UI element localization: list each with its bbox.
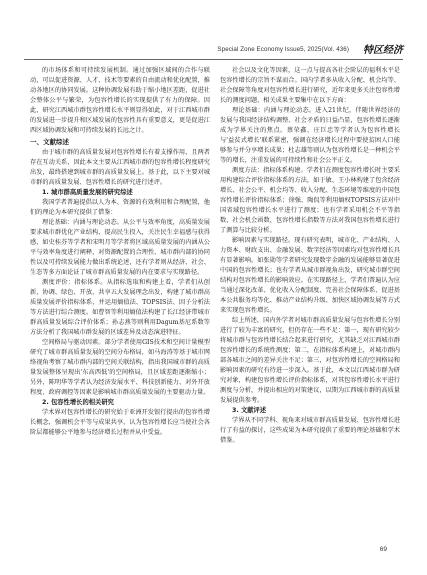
section-heading: 一、文献综述 bbox=[30, 138, 69, 146]
body-paragraph: 学界从不同学科、视角来对城市群高质量发展、包容性增长进行了有益的探讨，这些成果为本研究提供了重要的理论基础和学术借鉴。 bbox=[220, 417, 400, 444]
body-paragraph: 的市场体系和可持续发展机制。通过加强区域间的合作与联动，可以促进资源、人才、技术等要素的自由流动和优化配置，推动各地区的协同发展。这种协调发展有助于缩小地区差距，促进社会整体公平与繁荣，为包容性增长的实现提供了有力的保障。因此，研究江西城市群包容性增长水平则显得如此，对于江西城市群的发展进一步提升和区域发展的包容性具有重要意义，更是促进江西区域协调发展和可持续发展的长远之计。 bbox=[30, 67, 210, 134]
body-paragraph: 由于城市群的高质量发展对包容性增长有着支撑作用，且两者存在互动关系，因此本文主要从江西城市群的包容性增长程度研究出发，最终搭建到城市群的高质量发展上。基于此，以下主要对城市群的高质量发展、包容性增长的研究进行述评。 bbox=[30, 149, 210, 186]
left-column bbox=[30, 66, 210, 438]
body-paragraph: 测度方法：指标体系构建。学者们在测度包容性增长时主要采用构建综合评价指标体系的方法，如于敏、王小林构建了包含经济增长、社会公平、机会均等、收入分配、生态环境等维度的中国包容性增长评价指标体系；徐强、陶侃等利用熵权TOPSIS方法对中国省域包容性增长水平进行了测度；也有学者采用机会不平等指数、社会机会函数、包容性增长指数等方法对我国包容性增长进行了测算与比较分析。 bbox=[220, 167, 400, 234]
body-paragraph: 我国学者普遍提倡以人为本、资源的有效利用和合理配置，他们的理论为本研究提供了借鉴： bbox=[30, 199, 210, 216]
subsection-heading: 2. 包容性增长的相关研究 bbox=[42, 399, 114, 406]
body-paragraph: 空间格局与驱动因素。部分学者使用GIS技术和空间计量模型研究了城市群高质量发展的空间分布格局，如马海涛等基于城市网络视角考察了城市群内部的空间关联结构，指出我国城市群的高质量发展整体呈现出'东高西低'的空间格局，且区域差距逐渐缩小；另外，陈明华等学者认为经济发展水平、科技创新能力、对外开放程度、政府调控等因素是影响城市群高质量发展的主要驱动力量。 bbox=[30, 339, 210, 396]
body-paragraph: 社会以及文化等因素，这一点与提高各社会阶层的福利水平是包容性增长的宗旨不谋而合。国内学者多从收入分配、机会均等、社会保障等角度对包容性增长进行研究，近年来更多关注包容性增长的测度问题，相关成果主要集中在以下方面： bbox=[220, 67, 400, 104]
page-number: 69 bbox=[379, 546, 387, 553]
body-paragraph: 理论基础：内涵与理论动态。进入21世纪，伴随世界经济的发展与我国经济结构调整、社会矛盾的日益凸显，包容性增长逐渐成为学界关注的焦点。蔡荣鑫、庄巨忠等学者认为包容性增长与'益贫式增长'联系紧密，强调在经济增长过程中要使贫困人口能够参与并分享增长成果；杜志雄等则认为包容性增长是一种机会平等的增长，注重发展的可持续性和社会公平正义。 bbox=[220, 107, 400, 164]
subsection-heading: 3. 文献评述 bbox=[232, 407, 267, 414]
running-header bbox=[24, 41, 403, 60]
body-paragraph: 测度评价：指标体系。从指标选取和构建上看，学者们从创新、协调、绿色、开放、共享五大发展理念出发，构建了城市群高质量发展评价指标体系，并运用熵值法、TOPSIS法、因子分析法等方法进行综合测度。如曹智等利用熵值法构建了长江经济带城市群高质量发展综合评价体系；孙志燕等则利用Dagum基尼系数等方法分析了我国城市群发展的区域差异及动态演进特征。 bbox=[30, 279, 210, 336]
body-paragraph: 综上所述，国内外学者对城市群高质量发展与包容性增长分别进行了较为丰富的研究，但仍存在一些不足：第一，现有研究较少将城市群与包容性增长结合起来进行研究，尤其缺乏对江西城市群包容性增长的系统性测度；第二，在指标体系构建上，对城市群内部各城市之间的差异关注不足；第三，对包容性增长的空间格局和影响因素的研究有待进一步深入。基于此，本文以江西城市群为研究对象，构建包容性增长评价指标体系，对其包容性增长水平进行测度与分析，并提出相应的对策建议，以期为江西城市群的高质量发展提供参考。 bbox=[220, 317, 400, 404]
body-paragraph: 理论基础：内涵与理论动态。从公平与效率角度，高质量发展要求城市群优化产业结构，提高民生投入，关注民生幸福感与获得感，如史桂芬等学者和宋明月等学者将区域高质量发展的内涵从公平与效率角度进行阐释，对资源配置的合理性、城市群内部的协同性以及可持续发展能力做出系统论述，还有学者则从经济、社会、生态等多方面论证了城市群高质量发展的内在要求与实现路径。 bbox=[30, 219, 210, 276]
right-column bbox=[220, 66, 400, 446]
journal-logo: 特区经济 bbox=[363, 45, 403, 56]
subsection-heading: 1. 城市群高质量发展的研究综述 bbox=[42, 189, 133, 196]
journal-title: Special Zone Economy Issue5, 2025(Vol. 436) bbox=[217, 46, 349, 53]
body-paragraph: 影响因素与实现路径。现有研究表明，城市化、产业结构、人力资本、财政支出、金融发展、数字经济等因素均对包容性增长具有显著影响。如张勋等学者研究发现数字金融的发展能够显著促进中国的包容性增长；也有学者从城市群视角出发，研究城市群空间结构对包容性增长的影响效应。在实现路径上，学者们普遍认为应当通过深化改革、优化收入分配制度、完善社会保障体系、促进基本公共服务均等化、推动产业结构升级、加快区域协调发展等方式来实现包容性增长。 bbox=[220, 237, 400, 314]
body-paragraph: 学术界对包容性增长的研究始于亚洲开发银行提出的包容性增长概念，强调机会平等与成果共享，认为包容性增长应当使社会各阶层都能够公平地参与经济增长过程并从中受益。 bbox=[30, 409, 210, 436]
